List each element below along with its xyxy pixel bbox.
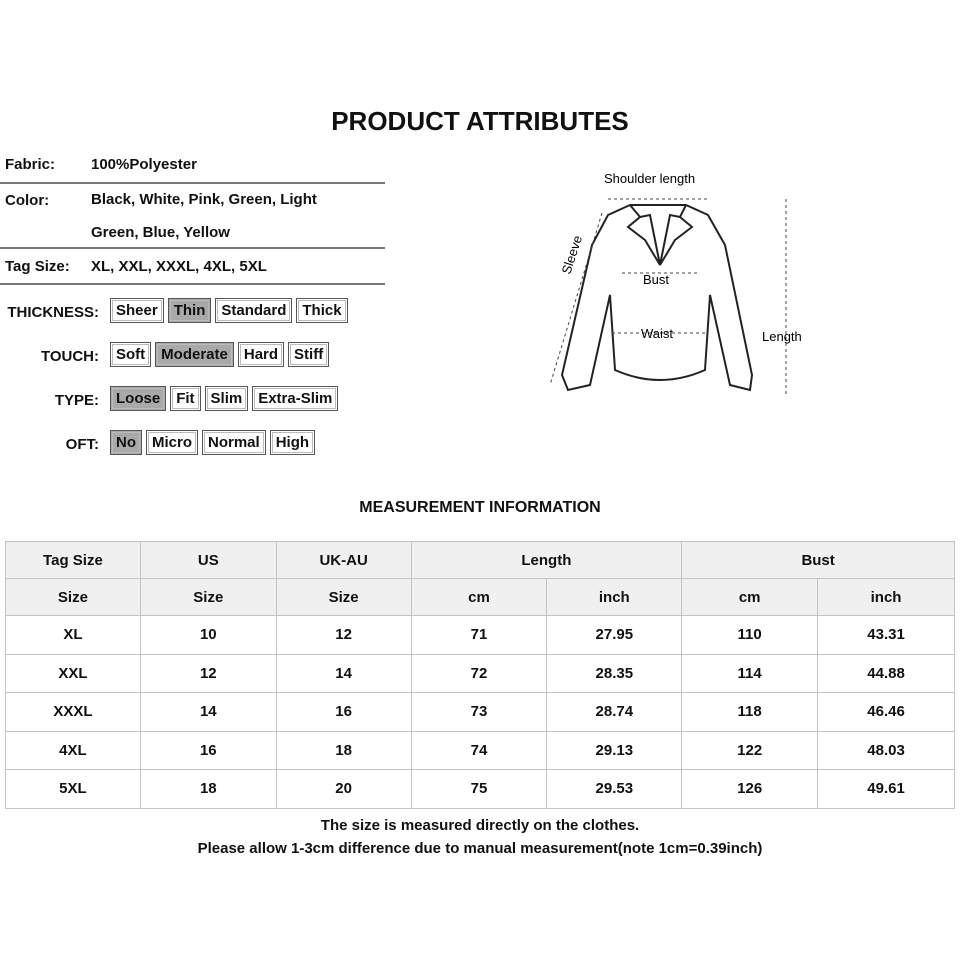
table-cell: 16 <box>140 731 276 770</box>
table-cell: 10 <box>140 616 276 655</box>
table-row <box>6 693 955 732</box>
table-cell: 73 <box>411 693 547 732</box>
size-table <box>5 541 955 809</box>
table-cell: 18 <box>276 731 411 770</box>
table-cell: 28.35 <box>547 654 682 693</box>
table-cell: 44.88 <box>818 654 955 693</box>
jacket-outline <box>562 205 752 390</box>
option-group <box>110 386 338 411</box>
sleeve-label: Sleeve <box>558 233 586 276</box>
divider <box>0 283 385 285</box>
table-cell: 28.74 <box>547 693 682 732</box>
table-cell: 43.31 <box>818 616 955 655</box>
jacket-diagram <box>540 165 830 405</box>
table-subheader-row <box>6 579 955 616</box>
option-chip: Stiff <box>288 342 329 367</box>
option-chip: Loose <box>110 386 166 411</box>
page-title: PRODUCT ATTRIBUTES <box>331 106 629 136</box>
table-row <box>6 770 955 809</box>
table-cell: 72 <box>411 654 547 693</box>
table-cell: XL <box>6 616 141 655</box>
table-cell: cm <box>682 579 818 616</box>
table-row <box>6 654 955 693</box>
option-chip: Soft <box>110 342 151 367</box>
table-cell: 29.13 <box>547 731 682 770</box>
table-cell: US <box>140 542 276 579</box>
table-cell: 14 <box>140 693 276 732</box>
table-cell: 4XL <box>6 731 141 770</box>
table-cell: 27.95 <box>547 616 682 655</box>
option-group <box>110 298 348 323</box>
table-cell: 49.61 <box>818 770 955 809</box>
table-row <box>6 731 955 770</box>
table-cell: 18 <box>140 770 276 809</box>
color-value-line1: Black, White, Pink, Green, Light <box>91 191 317 208</box>
table-cell: XXL <box>6 654 141 693</box>
divider <box>0 247 385 249</box>
note-measured: The size is measured directly on the clothes. <box>320 817 640 834</box>
tag-size-label: Tag Size: <box>5 258 70 275</box>
length-label: Length <box>762 329 802 344</box>
option-chip: Thick <box>296 298 347 323</box>
table-cell: 74 <box>411 731 547 770</box>
table-cell: 114 <box>682 654 818 693</box>
option-chip: Thin <box>168 298 212 323</box>
waist-label: Waist <box>641 326 674 341</box>
table-cell: 5XL <box>6 770 141 809</box>
option-chip: High <box>270 430 315 455</box>
option-chip: Moderate <box>155 342 234 367</box>
table-header-row <box>6 542 955 579</box>
table-cell: 110 <box>682 616 818 655</box>
color-label: Color: <box>5 192 50 209</box>
fabric-label: Fabric: <box>5 156 56 173</box>
table-cell: 75 <box>411 770 547 809</box>
table-row <box>6 616 955 655</box>
table-cell: 29.53 <box>547 770 682 809</box>
table-cell: Size <box>276 579 411 616</box>
shoulder-label: Shoulder length <box>604 171 696 186</box>
option-chip: Fit <box>170 386 200 411</box>
table-cell: 12 <box>276 616 411 655</box>
table-cell: 71 <box>411 616 547 655</box>
bust-label: Bust <box>643 272 670 287</box>
table-cell: 118 <box>682 693 818 732</box>
option-chip: No <box>110 430 142 455</box>
table-cell: Bust <box>682 542 955 579</box>
table-cell: Size <box>140 579 276 616</box>
measurement-title: MEASUREMENT INFORMATION <box>359 499 601 516</box>
table-cell: 46.46 <box>818 693 955 732</box>
table-cell: 12 <box>140 654 276 693</box>
option-label: THICKNESS: <box>7 304 99 321</box>
option-label: OFT: <box>65 436 99 453</box>
table-cell: Length <box>411 542 682 579</box>
table-cell: 14 <box>276 654 411 693</box>
option-chip: Slim <box>205 386 249 411</box>
table-cell: 16 <box>276 693 411 732</box>
table-cell: 20 <box>276 770 411 809</box>
table-cell: 48.03 <box>818 731 955 770</box>
option-chip: Standard <box>215 298 292 323</box>
tag-size-value: XL, XXL, XXXL, 4XL, 5XL <box>91 258 267 275</box>
option-group <box>110 342 329 367</box>
option-chip: Sheer <box>110 298 164 323</box>
jacket-lapel <box>628 217 692 265</box>
table-cell: Tag Size <box>6 542 141 579</box>
table-cell: inch <box>547 579 682 616</box>
fabric-value: 100%Polyester <box>91 156 197 173</box>
table-cell: 126 <box>682 770 818 809</box>
option-chip: Hard <box>238 342 284 367</box>
divider <box>0 182 385 184</box>
option-chip: Micro <box>146 430 198 455</box>
option-group <box>110 430 315 455</box>
table-cell: inch <box>818 579 955 616</box>
table-cell: Size <box>6 579 141 616</box>
note-difference: Please allow 1-3cm difference due to manual measurement(note 1cm=0.39inch) <box>197 840 763 857</box>
table-cell: 122 <box>682 731 818 770</box>
option-label: TOUCH: <box>40 348 99 365</box>
option-label: TYPE: <box>54 392 99 409</box>
table-cell: cm <box>411 579 547 616</box>
option-chip: Extra-Slim <box>252 386 338 411</box>
table-cell: XXXL <box>6 693 141 732</box>
color-value-line2: Green, Blue, Yellow <box>91 224 230 241</box>
option-chip: Normal <box>202 430 266 455</box>
table-cell: UK-AU <box>276 542 411 579</box>
